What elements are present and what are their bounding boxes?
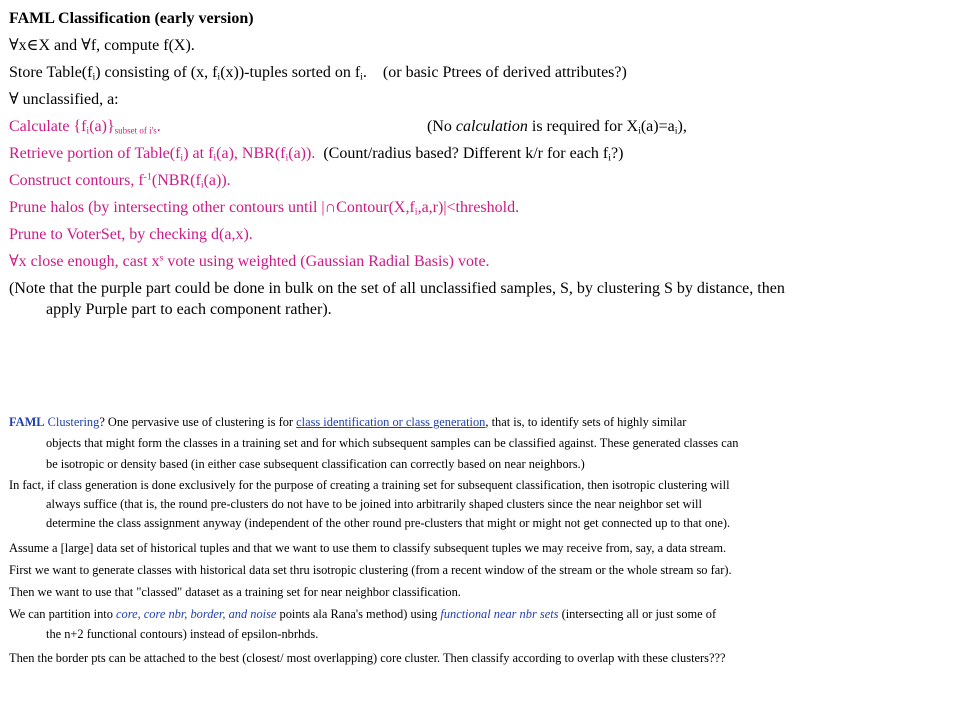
clustering-para-1-line-3: be isotropic or density based (in either case subsequent classification can correctly based on near neighbors.): [46, 457, 585, 471]
clustering-para-5: Then we want to use that "classed" dataset as a training set for near neighbor classification.: [9, 585, 461, 599]
retrieve-line: Retrieve portion of $Table(f_i)$ at $f_i(a)$, $NBR(f_i(a))$. (Count/radius based? Different k/r for each $f_i$?): [9, 145, 624, 164]
prune-voterset-line: Prune to VoterSet, by checking d(a,x).: [9, 226, 253, 243]
clustering-para-6: We can partition into core, core nbr, border, and noise points ala Rana's method) using functional near nbr sets (intersecting all or just some of: [9, 607, 717, 621]
clustering-para-6-line-2: the n+2 functional contours) instead of epsilon-nbrhds.: [46, 627, 319, 641]
clustering-para-7: Then the border pts can be attached to the best (closest/ most overlapping) core cluster. Then classify according to overlap with these clusters???: [9, 651, 726, 665]
clustering-para-1-line-2: objects that might form the classes in a training set and for which subsequent samples can be classified against. These generated classes can: [46, 436, 739, 450]
calculate-line: Calculate $\{f_i(a)\}_{subset of i's}$. (No calculation is required for $X_i(a)=a_i$),: [9, 118, 687, 137]
cast-vote-line: ∀x close enough, cast $x^s$ vote using weighted (Gaussian Radial Basis) vote.: [9, 252, 490, 270]
section-title: FAML Classification (early version): [9, 10, 254, 27]
clustering-para-2-line-2: always suffice (that is, the round pre-clusters do not have to be joined into arbitrarily shaped clusters since the near neighbor set will: [46, 497, 702, 511]
prune-halos-line: Prune halos (by intersecting other contours until $|\cap Contour(X,f_i,a,r)|<threshold$.: [9, 199, 520, 218]
compute-line: ∀x∈X and ∀f, compute f(X).: [9, 37, 195, 54]
clustering-para-1: FAML Clustering? One pervasive use of clustering is for class identification or class generation, that is, to identify sets of highly similar: [9, 415, 687, 429]
clustering-para-3: Assume a [large] data set of historical tuples and that we want to use them to classify subsequent tuples we may receive from, say, a data stream.: [9, 541, 727, 555]
unclassified-line: ∀ unclassified, a:: [9, 91, 119, 108]
construct-contours-line: Construct contours, $f^{-1}(NBR(f_i(a))$.: [9, 171, 231, 191]
clustering-para-2: In fact, if class generation is done exclusively for the purpose of creating a training set for subsequent classification, then isotropic clustering will: [9, 478, 730, 492]
class-identification-link[interactable]: class identification or class generation: [296, 415, 486, 429]
clustering-para-4: First we want to generate classes with historical data set thru isotropic clustering (from a recent window of the stream or the whole stream so far).: [9, 563, 732, 577]
note-line: (Note that the purple part could be done in bulk on the set of all unclassified samples, S, by clustering S by distance, then: [9, 280, 785, 297]
store-table-line: Store $Table(f_i)$ consisting of (x, $f_i(x)$)-tuples sorted on $f_i$. (or basic Ptrees of derived attributes?): [9, 64, 627, 83]
note-line-continued: apply Purple part to each component rather).: [46, 301, 332, 318]
clustering-para-2-line-3: determine the class assignment anyway (independent of the other round pre-clusters that might or might not get connected up to that one).: [46, 516, 731, 530]
